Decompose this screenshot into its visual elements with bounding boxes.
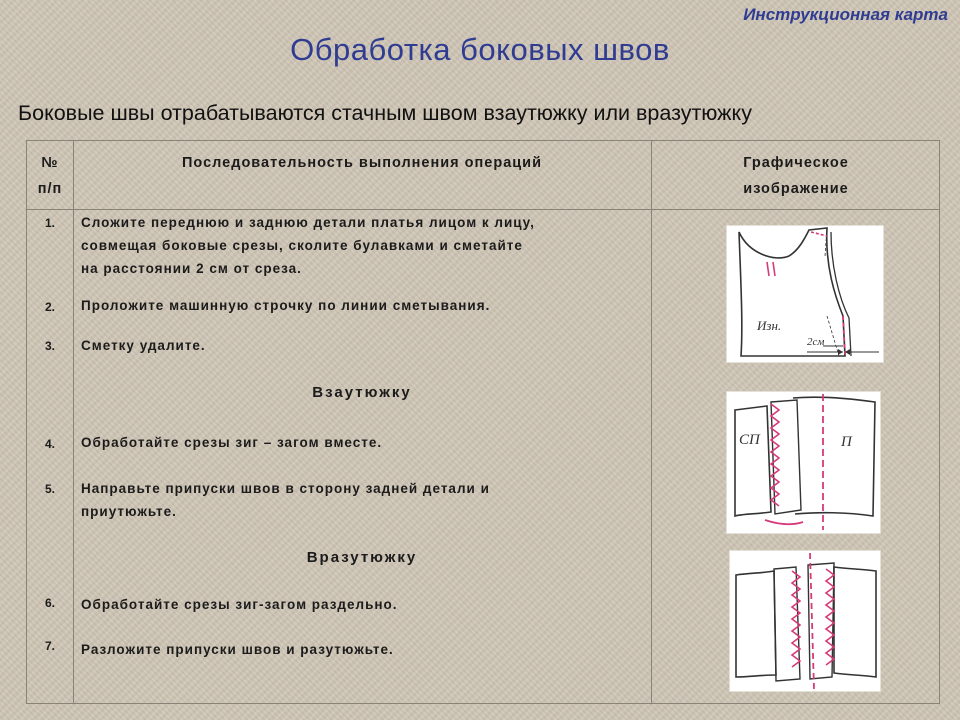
row-number: 6. [44,596,55,610]
figure-pressed-to-side [726,391,881,534]
card-label: Инструкционная карта [743,5,948,24]
instruction-table [26,140,940,704]
section-heading-vrazutyuzhku: Вразутюжку [306,549,418,566]
header-graphic-line2: изображение [743,181,849,197]
row-number: 7. [44,639,55,653]
pressed-open-drawing [730,551,880,691]
figure-pressed-open [729,550,881,692]
row-number: 4. [44,437,55,451]
operation-line: Сметку удалите. [81,338,206,353]
section-heading-vzautyuzhku: Взаутюжку [312,384,412,401]
operation-text [81,334,651,357]
row-number: 3. [44,339,55,353]
header-graphic-line1: Графическое [743,155,849,171]
operation-line: Направьте припуски швов в сторону задней детали и [81,481,490,496]
operation-text [81,477,651,523]
label-measure: 2см [807,336,825,348]
row-number: 5. [44,482,55,496]
label-right: П [841,434,852,450]
operation-text [81,431,651,454]
pressed-to-side-drawing [727,392,880,533]
operation-line: на расстоянии 2 см от среза. [81,261,302,276]
page-title: Обработка боковых швов [290,32,670,67]
operation-line: Обработайте срезы зиг – загом вместе. [81,435,383,450]
operation-line: приутюжьте. [81,504,177,519]
operation-line: Сложите переднюю и заднюю детали платья лицом к лицу, [81,215,535,230]
operation-line: Обработайте срезы зиг-загом раздельно. [81,597,398,612]
operation-text [81,294,651,317]
header-divider [27,209,939,210]
header-num-line1: № [41,155,59,171]
page-subtitle: Боковые швы отрабатываются стачным швом взаутюжку или вразутюжку [18,101,752,125]
operation-line: Разложите припуски швов и разутюжьте. [81,642,394,657]
column-divider [73,141,74,703]
figure-bodice-side-seam [726,225,884,363]
operation-text [81,211,651,280]
operation-line: Проложите машинную строчку по линии сметывания. [81,298,491,313]
operation-text [81,593,651,616]
operation-line: совмещая боковые срезы, сколите булавками и сметайте [81,238,523,253]
header-num-line2: п/п [37,181,63,197]
header-operations: Последовательность выполнения операций [182,155,542,171]
bodice-drawing [727,226,883,362]
label-left: СП [739,432,760,448]
label-wrong-side: Изн. [757,318,782,333]
operation-text [81,638,651,661]
row-number: 1. [44,216,55,230]
row-number: 2. [44,300,55,314]
column-divider [651,141,652,703]
